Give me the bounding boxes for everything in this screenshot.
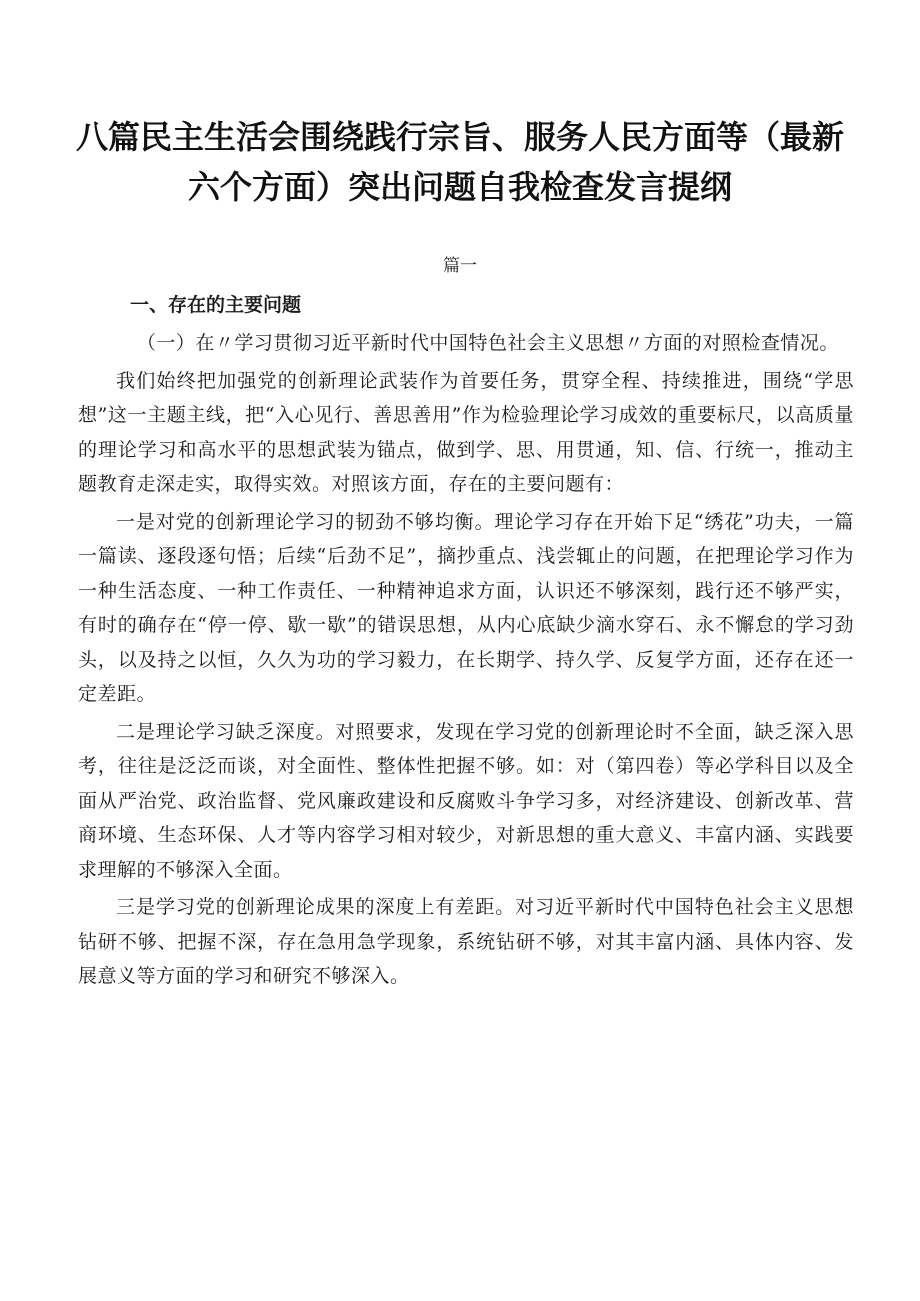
document-title: 八篇民主生活会围绕践行宗旨、服务人民方面等（最新六个方面）突出问题自我检查发言提纲	[75, 118, 844, 206]
section-label: 篇一	[443, 256, 477, 276]
paragraph-subheading: （一）在〃学习贯彻习近平新时代中国特色社会主义思想〃方面的对照检查情况。	[136, 332, 839, 354]
paragraph: 一是对党的创新理论学习的韧劲不够均衡。理论学习存在开始下足“绣花”功夫，一篇一篇读、逐段逐句悟；后续“后劲不足”，摘抄重点、浅尝辄止的问题，在把理论学习作为一种生活态度、一种工作责任、一种精神追求方面，认识还不够深刻，践行还不够严实，有时的确存在“停一停、歇一歇”的错误思想，从内心底缺少滴水穿石、永不懈怠的学习劲头，以及持之以恒，久久为功的学习毅力，在长期学、持久学、反复学方面，还存在还一定差距。	[78, 510, 854, 705]
paragraph: 我们始终把加强党的创新理论武装作为首要任务，贯穿全程、持续推进，围绕“学思想”这一主题主线，把“入心见行、善思善用”作为检验理论学习成效的重要标尺，以高质量的理论学习和高水平的思想武装为锚点，做到学、思、用贯通，知、信、行统一，推动主题教育走深走实，取得实效。对照该方面，存在的主要问题有：	[78, 369, 854, 495]
paragraph: 二是理论学习缺乏深度。对照要求，发现在学习党的创新理论时不全面，缺乏深入思考，往往是泛泛而谈，对全面性、整体性把握不够。如：对（第四卷）等必学科目以及全面从严治党、政治监督、党风廉政建设和反腐败斗争学习多，对经济建设、创新改革、营商环境、生态环保、人才等内容学习相对较少，对新思想的重大意义、丰富内涵、实践要求理解的不够深入全面。	[78, 720, 854, 881]
paragraph: 三是学习党的创新理论成果的深度上有差距。对习近平新时代中国特色社会主义思想钻研不够、把握不深，存在急用急学现象，系统钻研不够，对其丰富内涵、具体内容、发展意义等方面的学习和研究不够深入。	[78, 896, 854, 987]
section-heading: 一、存在的主要问题	[130, 294, 302, 316]
document-body	[78, 326, 854, 997]
